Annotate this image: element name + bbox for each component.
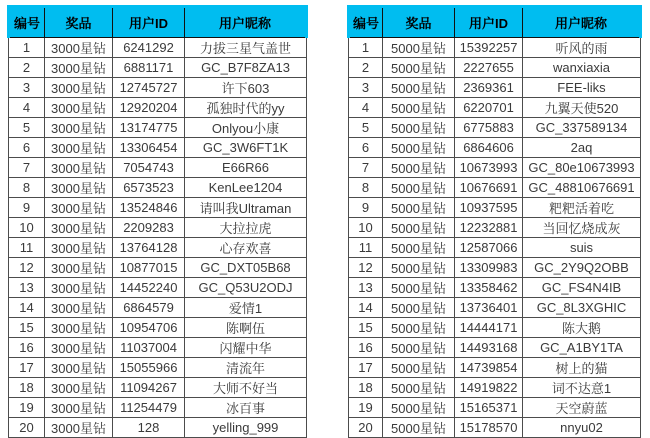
table-row <box>349 378 641 398</box>
cell-nickname: GC_48810676691 <box>523 178 641 198</box>
cell-number: 3 <box>9 78 45 98</box>
cell-number: 13 <box>9 278 45 298</box>
table-row <box>9 98 307 118</box>
cell-number: 10 <box>9 218 45 238</box>
cell-user-id: 2369361 <box>455 78 523 98</box>
cell-prize: 5000星钻 <box>383 258 455 278</box>
cell-number: 11 <box>9 238 45 258</box>
table-row <box>9 218 307 238</box>
table-row <box>9 278 307 298</box>
cell-number: 20 <box>9 418 45 438</box>
column-header-prize: 奖品 <box>383 7 455 38</box>
cell-user-id: 12920204 <box>113 98 185 118</box>
table-row <box>349 138 641 158</box>
cell-user-id: 14452240 <box>113 278 185 298</box>
cell-user-id: 6864579 <box>113 298 185 318</box>
cell-prize: 5000星钻 <box>383 98 455 118</box>
cell-number: 1 <box>9 38 45 58</box>
column-header-user-id: 用户ID <box>113 7 185 38</box>
table-row <box>349 358 641 378</box>
column-header-nickname: 用户昵称 <box>523 7 641 38</box>
cell-user-id: 2227655 <box>455 58 523 78</box>
cell-prize: 3000星钻 <box>45 258 113 278</box>
table-row <box>9 298 307 318</box>
table-row <box>9 118 307 138</box>
cell-prize: 3000星钻 <box>45 38 113 58</box>
cell-user-id: 6775883 <box>455 118 523 138</box>
cell-prize: 5000星钻 <box>383 198 455 218</box>
cell-user-id: 15165371 <box>455 398 523 418</box>
cell-number: 9 <box>349 198 383 218</box>
cell-nickname: 冰百事 <box>185 398 307 418</box>
cell-number: 16 <box>9 338 45 358</box>
table-row <box>349 78 641 98</box>
cell-nickname: FEE-liks <box>523 78 641 98</box>
cell-number: 17 <box>349 358 383 378</box>
cell-user-id: 11037004 <box>113 338 185 358</box>
cell-nickname: 粑粑活着吃 <box>523 198 641 218</box>
cell-user-id: 14493168 <box>455 338 523 358</box>
cell-nickname: 力拔三星气盖世 <box>185 38 307 58</box>
cell-user-id: 13174775 <box>113 118 185 138</box>
cell-prize: 5000星钻 <box>383 218 455 238</box>
cell-number: 13 <box>349 278 383 298</box>
cell-nickname: 2aq <box>523 138 641 158</box>
cell-prize: 5000星钻 <box>383 358 455 378</box>
cell-prize: 5000星钻 <box>383 38 455 58</box>
header-row <box>9 7 307 38</box>
cell-prize: 3000星钻 <box>45 118 113 138</box>
cell-number: 16 <box>349 338 383 358</box>
cell-nickname: GC_3W6FT1K <box>185 138 307 158</box>
cell-user-id: 12232881 <box>455 218 523 238</box>
table-row <box>349 158 641 178</box>
cell-number: 19 <box>349 398 383 418</box>
cell-number: 9 <box>9 198 45 218</box>
cell-prize: 3000星钻 <box>45 178 113 198</box>
cell-nickname: GC_Q53U2ODJ <box>185 278 307 298</box>
cell-prize: 5000星钻 <box>383 58 455 78</box>
column-header-number: 编号 <box>349 7 383 38</box>
cell-nickname: 大拉拉虎 <box>185 218 307 238</box>
cell-user-id: 13358462 <box>455 278 523 298</box>
cell-number: 19 <box>9 398 45 418</box>
cell-prize: 5000星钻 <box>383 298 455 318</box>
cell-user-id: 10676691 <box>455 178 523 198</box>
table-row <box>349 118 641 138</box>
cell-prize: 5000星钻 <box>383 418 455 438</box>
cell-number: 1 <box>349 38 383 58</box>
table-row <box>349 278 641 298</box>
table-row <box>349 178 641 198</box>
cell-number: 18 <box>349 378 383 398</box>
cell-prize: 5000星钻 <box>383 138 455 158</box>
header-row <box>349 7 641 38</box>
cell-nickname: 陈啊伍 <box>185 318 307 338</box>
cell-prize: 3000星钻 <box>45 398 113 418</box>
cell-nickname: GC_A1BY1TA <box>523 338 641 358</box>
cell-user-id: 6573523 <box>113 178 185 198</box>
cell-nickname: KenLee1204 <box>185 178 307 198</box>
cell-prize: 3000星钻 <box>45 378 113 398</box>
cell-user-id: 15178570 <box>455 418 523 438</box>
table-row <box>9 258 307 278</box>
cell-user-id: 12745727 <box>113 78 185 98</box>
cell-user-id: 15055966 <box>113 358 185 378</box>
cell-number: 15 <box>9 318 45 338</box>
cell-prize: 5000星钻 <box>383 398 455 418</box>
cell-nickname: GC_FS4N4IB <box>523 278 641 298</box>
cell-number: 11 <box>349 238 383 258</box>
cell-number: 5 <box>349 118 383 138</box>
cell-prize: 3000星钻 <box>45 278 113 298</box>
table-row <box>9 78 307 98</box>
cell-prize: 3000星钻 <box>45 58 113 78</box>
table-row <box>349 98 641 118</box>
cell-number: 4 <box>9 98 45 118</box>
cell-user-id: 13306454 <box>113 138 185 158</box>
cell-nickname: 请叫我Ultraman <box>185 198 307 218</box>
cell-prize: 3000星钻 <box>45 158 113 178</box>
cell-prize: 3000星钻 <box>45 338 113 358</box>
cell-nickname: 陈大鹅 <box>523 318 641 338</box>
cell-nickname: 爱情1 <box>185 298 307 318</box>
cell-number: 15 <box>349 318 383 338</box>
cell-prize: 3000星钻 <box>45 298 113 318</box>
cell-user-id: 13524846 <box>113 198 185 218</box>
cell-nickname: wanxiaxia <box>523 58 641 78</box>
cell-nickname: 许下603 <box>185 78 307 98</box>
column-header-user-id: 用户ID <box>455 7 523 38</box>
table-row <box>9 358 307 378</box>
column-header-number: 编号 <box>9 7 45 38</box>
table-header-row <box>349 7 641 38</box>
cell-nickname: GC_DXT05B68 <box>185 258 307 278</box>
cell-number: 18 <box>9 378 45 398</box>
table-header-row <box>9 7 307 38</box>
table-row <box>9 178 307 198</box>
cell-nickname: GC_337589134 <box>523 118 641 138</box>
cell-nickname: 心存欢喜 <box>185 238 307 258</box>
table-row <box>9 198 307 218</box>
cell-number: 5 <box>9 118 45 138</box>
cell-user-id: 14919822 <box>455 378 523 398</box>
cell-nickname: GC_8L3XGHIC <box>523 298 641 318</box>
winners-table-3000 <box>7 5 308 438</box>
cell-prize: 3000星钻 <box>45 358 113 378</box>
cell-prize: 5000星钻 <box>383 378 455 398</box>
cell-prize: 5000星钻 <box>383 158 455 178</box>
cell-prize: 3000星钻 <box>45 218 113 238</box>
table-row <box>9 38 307 58</box>
cell-nickname: yelling_999 <box>185 418 307 438</box>
cell-user-id: 10937595 <box>455 198 523 218</box>
cell-user-id: 6220701 <box>455 98 523 118</box>
cell-user-id: 6881171 <box>113 58 185 78</box>
cell-number: 14 <box>9 298 45 318</box>
cell-nickname: Onlyou小康 <box>185 118 307 138</box>
cell-prize: 5000星钻 <box>383 78 455 98</box>
table-row <box>9 378 307 398</box>
cell-number: 2 <box>9 58 45 78</box>
cell-number: 20 <box>349 418 383 438</box>
cell-user-id: 128 <box>113 418 185 438</box>
table-row <box>349 38 641 58</box>
column-header-prize: 奖品 <box>45 7 113 38</box>
cell-number: 3 <box>349 78 383 98</box>
cell-nickname: E66R66 <box>185 158 307 178</box>
cell-nickname: 孤独时代的yy <box>185 98 307 118</box>
table-body <box>9 38 307 438</box>
cell-number: 7 <box>9 158 45 178</box>
cell-nickname: GC_2Y9Q2OBB <box>523 258 641 278</box>
cell-prize: 5000星钻 <box>383 318 455 338</box>
cell-user-id: 2209283 <box>113 218 185 238</box>
cell-number: 6 <box>9 138 45 158</box>
cell-user-id: 10954706 <box>113 318 185 338</box>
cell-nickname: 九翼天使520 <box>523 98 641 118</box>
cell-user-id: 11094267 <box>113 378 185 398</box>
table-row <box>349 338 641 358</box>
cell-nickname: 大师不好当 <box>185 378 307 398</box>
column-header-nickname: 用户昵称 <box>185 7 307 38</box>
table-row <box>349 238 641 258</box>
cell-prize: 3000星钻 <box>45 78 113 98</box>
cell-number: 2 <box>349 58 383 78</box>
cell-number: 8 <box>9 178 45 198</box>
cell-user-id: 13764128 <box>113 238 185 258</box>
table-row <box>9 338 307 358</box>
cell-nickname: 词不达意1 <box>523 378 641 398</box>
cell-nickname: 听风的雨 <box>523 38 641 58</box>
table-row <box>349 298 641 318</box>
cell-nickname: 清流年 <box>185 358 307 378</box>
table-row <box>9 398 307 418</box>
cell-user-id: 14739854 <box>455 358 523 378</box>
cell-number: 8 <box>349 178 383 198</box>
cell-nickname: GC_B7F8ZA13 <box>185 58 307 78</box>
cell-nickname: 当回忆烧成灰 <box>523 218 641 238</box>
table-row <box>9 58 307 78</box>
table-row <box>349 418 641 438</box>
cell-prize: 3000星钻 <box>45 138 113 158</box>
cell-user-id: 14444171 <box>455 318 523 338</box>
table-body <box>349 38 641 438</box>
cell-nickname: suis <box>523 238 641 258</box>
cell-number: 14 <box>349 298 383 318</box>
cell-prize: 3000星钻 <box>45 98 113 118</box>
cell-nickname: 天空蔚蓝 <box>523 398 641 418</box>
cell-user-id: 13309983 <box>455 258 523 278</box>
cell-prize: 5000星钻 <box>383 278 455 298</box>
table-row <box>349 58 641 78</box>
cell-user-id: 12587066 <box>455 238 523 258</box>
cell-number: 12 <box>349 258 383 278</box>
cell-user-id: 10877015 <box>113 258 185 278</box>
cell-prize: 3000星钻 <box>45 418 113 438</box>
table-row <box>349 218 641 238</box>
cell-number: 7 <box>349 158 383 178</box>
cell-prize: 5000星钻 <box>383 118 455 138</box>
table-row <box>9 138 307 158</box>
cell-number: 10 <box>349 218 383 238</box>
cell-user-id: 7054743 <box>113 158 185 178</box>
cell-user-id: 13736401 <box>455 298 523 318</box>
table-row <box>349 258 641 278</box>
winners-table-5000 <box>347 5 642 438</box>
cell-user-id: 6241292 <box>113 38 185 58</box>
cell-prize: 5000星钻 <box>383 238 455 258</box>
cell-prize: 5000星钻 <box>383 338 455 358</box>
cell-nickname: 闪耀中华 <box>185 338 307 358</box>
cell-nickname: GC_80e10673993 <box>523 158 641 178</box>
table-row <box>9 318 307 338</box>
table-row <box>349 398 641 418</box>
cell-prize: 3000星钻 <box>45 318 113 338</box>
table-row <box>349 318 641 338</box>
cell-prize: 3000星钻 <box>45 198 113 218</box>
cell-prize: 5000星钻 <box>383 178 455 198</box>
cell-number: 4 <box>349 98 383 118</box>
cell-user-id: 6864606 <box>455 138 523 158</box>
cell-number: 6 <box>349 138 383 158</box>
cell-user-id: 11254479 <box>113 398 185 418</box>
cell-number: 12 <box>9 258 45 278</box>
table-row <box>9 238 307 258</box>
cell-user-id: 15392257 <box>455 38 523 58</box>
table-row <box>9 158 307 178</box>
table-row <box>349 198 641 218</box>
cell-nickname: nnyu02 <box>523 418 641 438</box>
table-row <box>9 418 307 438</box>
cell-number: 17 <box>9 358 45 378</box>
cell-user-id: 10673993 <box>455 158 523 178</box>
cell-nickname: 树上的猫 <box>523 358 641 378</box>
cell-prize: 3000星钻 <box>45 238 113 258</box>
